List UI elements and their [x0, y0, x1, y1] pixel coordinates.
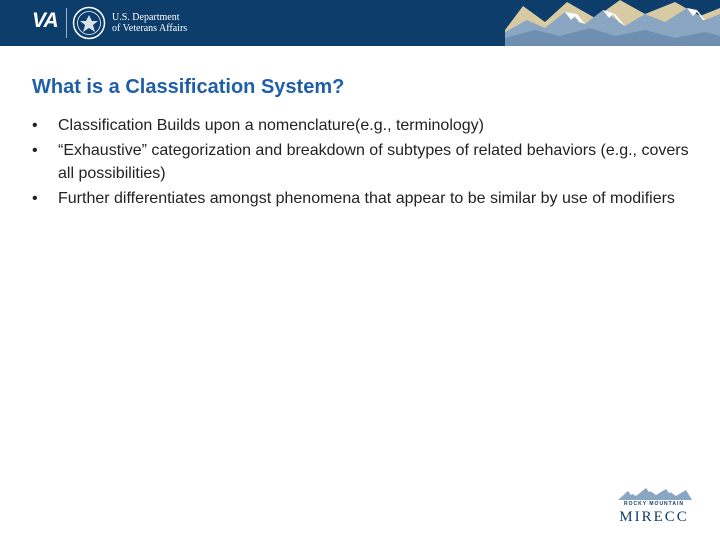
bullet-text: Further differentiates amongst phenomena that appear to be similar by use of modifiers: [58, 190, 675, 207]
va-logo: VA: [32, 9, 58, 32]
header-banner: [0, 0, 720, 46]
bullet-dot: •: [32, 117, 38, 134]
va-seal-icon: [72, 6, 106, 40]
bullet-text: Classification Builds upon a nomenclature(e.g., terminology): [58, 117, 484, 134]
bullet-item: [32, 187, 692, 210]
header-divider: [66, 8, 67, 38]
department-line-1: U.S. Department: [112, 12, 180, 23]
department-name: [112, 12, 187, 34]
bullet-item: [32, 139, 692, 185]
bullet-dot: •: [32, 142, 38, 159]
department-line-2: of Veterans Affairs: [112, 23, 188, 34]
bullet-text: “Exhaustive” categorization and breakdown of subtypes of related behaviors (e.g., covers all possibilities): [58, 142, 689, 182]
mountain-range-icon: [505, 0, 720, 46]
slide-title: What is a Classification System?: [32, 76, 345, 98]
logo-bottom-text: MIRECC: [619, 509, 689, 525]
logo-top-text: ROCKY MOUNTAIN: [624, 501, 684, 507]
bullet-item: [32, 114, 692, 137]
bullet-dot: •: [32, 190, 38, 207]
mountain-logo-icon: [612, 486, 696, 526]
bullet-list: [32, 114, 692, 212]
